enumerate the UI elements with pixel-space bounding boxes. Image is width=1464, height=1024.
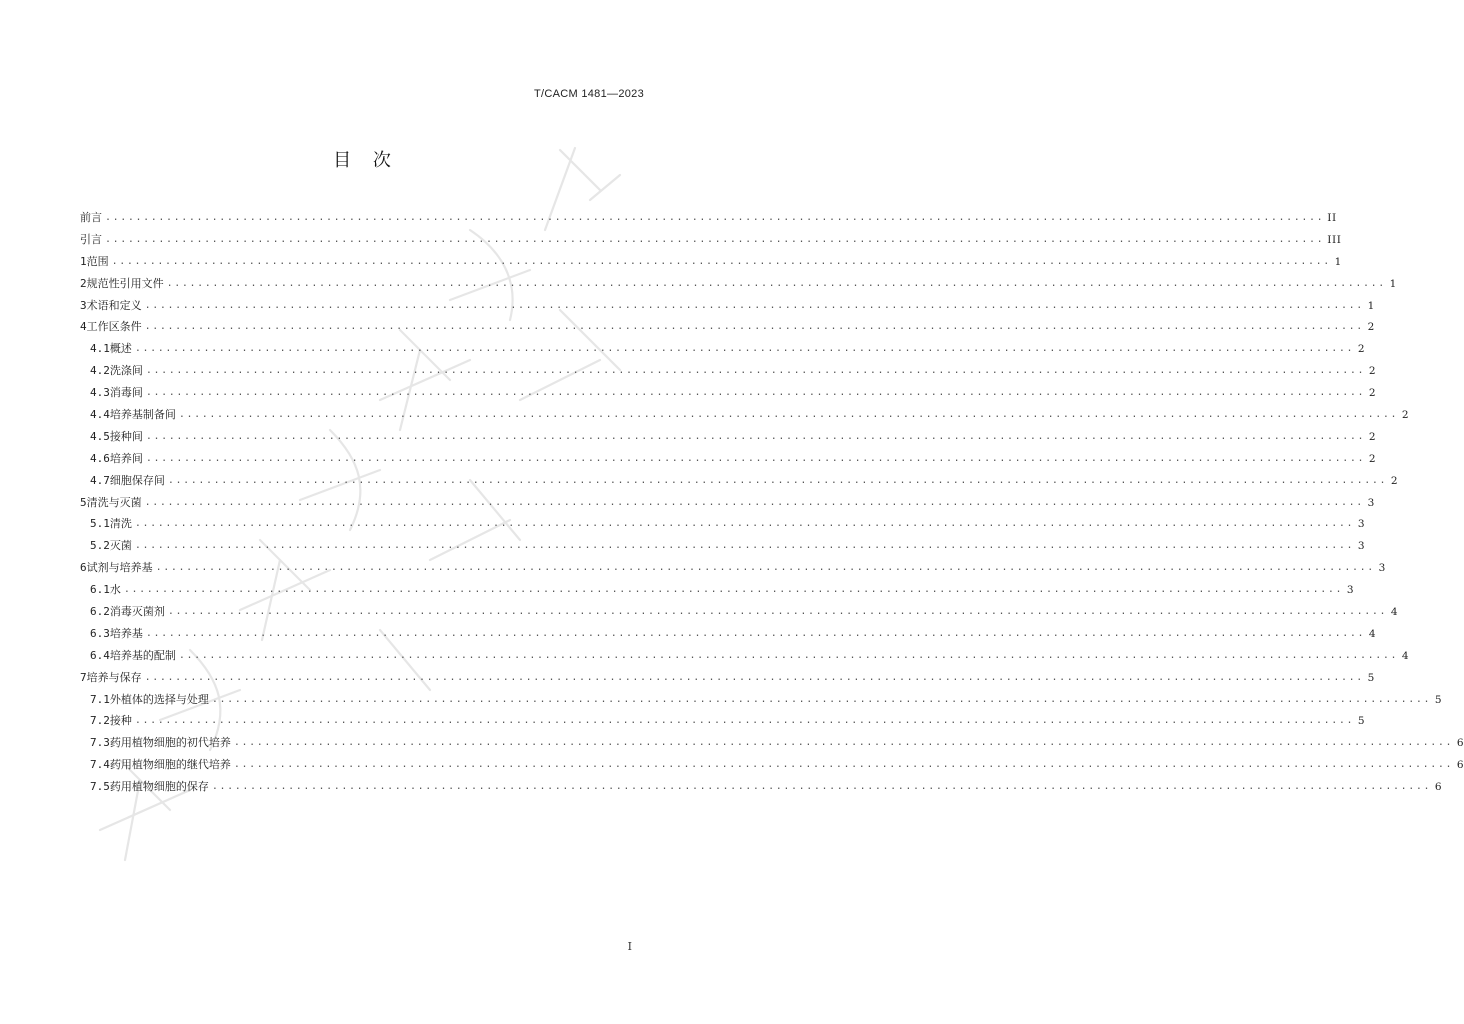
toc-entry-label: 清洗与灭菌: [86, 495, 142, 509]
toc-entry-number: 1: [80, 254, 87, 268]
toc-dot-leader: ................................................................................................................................................................: [105, 233, 1325, 245]
toc-entry-number: 6.1: [90, 583, 110, 597]
toc-entry[interactable]: [80, 689, 1443, 711]
toc-entry-page: 3: [1357, 540, 1366, 553]
toc-entry-number: 2: [80, 276, 87, 290]
toc-entry-page: II: [1327, 211, 1337, 224]
toc-entry[interactable]: [80, 535, 1366, 557]
toc-entry-number: 4: [80, 320, 87, 334]
toc-entry-label: 药用植物细胞的初代培养: [109, 736, 231, 750]
toc-dot-leader: ................................................................................................................................................................: [134, 715, 1355, 727]
toc-entry[interactable]: [80, 645, 1410, 667]
toc-entry-label: 接种间: [109, 429, 143, 443]
toc-entry-label: 接种: [109, 714, 132, 728]
toc-entry[interactable]: [80, 273, 1397, 295]
toc-dot-leader: ................................................................................................................................................................: [105, 211, 1325, 223]
toc-dot-leader: ................................................................................................................................................................: [233, 759, 1454, 771]
toc-dot-leader: ................................................................................................................................................................: [144, 299, 1364, 311]
toc-entry[interactable]: [80, 579, 1355, 601]
toc-dot-leader: ................................................................................................................................................................: [145, 452, 1366, 464]
toc-entry[interactable]: [80, 295, 1375, 317]
toc-dot-leader: ................................................................................................................................................................: [134, 540, 1355, 552]
toc-entry-number: 5.2: [90, 539, 110, 553]
toc-entry-label: 规范性引用文件: [86, 276, 164, 290]
toc-entry-page: 2: [1357, 343, 1366, 356]
toc-entry-number: 7.5: [90, 780, 110, 794]
toc-entry-number: 4.7: [90, 473, 110, 487]
toc-entry-page: 1: [1367, 299, 1375, 312]
toc-entry-page: 5: [1434, 693, 1443, 706]
standard-code: T/CACM 1481—2023: [534, 88, 644, 100]
toc-dot-leader: ................................................................................................................................................................: [166, 277, 1386, 289]
toc-entry-page: 2: [1368, 387, 1377, 400]
toc-entry[interactable]: [80, 667, 1375, 689]
table-of-contents: [80, 207, 1464, 798]
toc-dot-leader: ................................................................................................................................................................: [145, 430, 1366, 442]
toc-entry-number: 6: [80, 561, 87, 575]
toc-entry-page: 2: [1390, 474, 1399, 487]
toc-entry-number: 4.3: [90, 386, 110, 400]
toc-entry-label: 培养基制备间: [109, 407, 176, 421]
toc-entry-page: 4: [1401, 649, 1410, 662]
toc-entry-number: 6.2: [90, 604, 110, 618]
toc-entry-label: 消毒灭菌剂: [109, 604, 165, 618]
toc-entry[interactable]: [80, 426, 1377, 448]
toc-entry[interactable]: [80, 754, 1464, 776]
toc-entry-label: 细胞保存间: [109, 473, 165, 487]
toc-entry-page: 5: [1357, 715, 1366, 728]
toc-entry-label: 范围: [86, 254, 109, 268]
toc-entry-page: 2: [1368, 430, 1377, 443]
toc-dot-leader: ................................................................................................................................................................: [178, 649, 1399, 661]
toc-entry-number: 4.2: [90, 364, 110, 378]
toc-entry-number: 7.1: [90, 692, 110, 706]
toc-dot-leader: ................................................................................................................................................................: [145, 627, 1366, 639]
toc-entry-page: 1: [1389, 277, 1397, 290]
toc-dot-leader: ................................................................................................................................................................: [144, 671, 1364, 683]
toc-entry-label: 药用植物细胞的保存: [109, 780, 209, 794]
toc-entry-page: 4: [1368, 627, 1377, 640]
toc-entry[interactable]: [80, 623, 1377, 645]
toc-entry-label: 清洗: [109, 517, 132, 531]
toc-entry-label: 消毒间: [109, 386, 143, 400]
toc-entry-page: 2: [1367, 321, 1375, 334]
toc-entry-number: 4.1: [90, 342, 110, 356]
toc-entry-label: 培养间: [109, 451, 143, 465]
toc-entry-label: 灭菌: [109, 539, 132, 553]
toc-dot-leader: ................................................................................................................................................................: [123, 584, 1344, 596]
toc-dot-leader: ................................................................................................................................................................: [211, 693, 1432, 705]
toc-entry-page: 2: [1401, 408, 1410, 421]
toc-entry[interactable]: [80, 601, 1399, 623]
toc-entry[interactable]: [80, 207, 1337, 229]
toc-entry[interactable]: [80, 316, 1375, 338]
toc-entry-page: 1: [1334, 255, 1342, 268]
toc-entry-number: 7: [80, 670, 87, 684]
toc-entry-number: 6.3: [90, 626, 110, 640]
toc-dot-leader: ................................................................................................................................................................: [111, 255, 1331, 267]
toc-entry[interactable]: [80, 710, 1366, 732]
toc-entry-page: 6: [1434, 781, 1443, 794]
toc-dot-leader: ................................................................................................................................................................: [134, 343, 1355, 355]
toc-entry[interactable]: [80, 382, 1377, 404]
toc-entry[interactable]: [80, 338, 1366, 360]
page-number: I: [627, 940, 632, 953]
toc-entry-label: 概述: [109, 342, 132, 356]
toc-entry[interactable]: [80, 470, 1399, 492]
toc-entry[interactable]: [80, 251, 1342, 273]
toc-entry-label: 药用植物细胞的继代培养: [109, 758, 231, 772]
toc-entry-label: 引言: [80, 232, 102, 246]
toc-entry-number: 4.5: [90, 429, 110, 443]
toc-entry-page: 3: [1378, 562, 1386, 575]
toc-entry[interactable]: [80, 492, 1375, 514]
toc-entry-page: 3: [1367, 496, 1375, 509]
toc-entry-label: 培养与保存: [86, 670, 142, 684]
toc-dot-leader: ................................................................................................................................................................: [167, 605, 1388, 617]
toc-dot-leader: ................................................................................................................................................................: [145, 365, 1366, 377]
toc-entry[interactable]: [80, 513, 1366, 535]
toc-entry-page: 6: [1456, 737, 1464, 750]
toc-entry-label: 工作区条件: [86, 320, 142, 334]
toc-dot-leader: ................................................................................................................................................................: [144, 496, 1364, 508]
toc-entry-number: 5: [80, 495, 87, 509]
toc-entry[interactable]: [80, 732, 1464, 754]
toc-entry[interactable]: [80, 557, 1386, 579]
toc-title: 目 次: [333, 150, 391, 171]
toc-entry-number: 7.3: [90, 736, 110, 750]
toc-entry-page: 2: [1368, 365, 1377, 378]
toc-entry-label: 培养基的配制: [109, 648, 176, 662]
toc-entry-label: 术语和定义: [86, 298, 142, 312]
toc-entry-page: 3: [1346, 584, 1355, 597]
toc-entry-page: 2: [1368, 452, 1377, 465]
toc-entry[interactable]: [80, 776, 1443, 798]
toc-dot-leader: ................................................................................................................................................................: [178, 408, 1399, 420]
toc-dot-leader: ................................................................................................................................................................: [155, 562, 1375, 574]
toc-entry-number: 4.4: [90, 407, 110, 421]
toc-entry-page: III: [1327, 233, 1342, 246]
toc-entry-label: 培养基: [109, 626, 143, 640]
toc-entry-label: 洗涤间: [109, 364, 143, 378]
toc-entry-number: 6.4: [90, 648, 110, 662]
toc-entry-label: 前言: [80, 210, 102, 224]
toc-entry[interactable]: [80, 360, 1377, 382]
toc-entry-number: 7.4: [90, 758, 110, 772]
toc-entry-page: 5: [1367, 671, 1375, 684]
toc-entry-page: 6: [1456, 759, 1464, 772]
toc-entry-number: 4.6: [90, 451, 110, 465]
toc-entry-label: 试剂与培养基: [86, 561, 153, 575]
toc-dot-leader: ................................................................................................................................................................: [145, 387, 1366, 399]
toc-entry-number: 7.2: [90, 714, 110, 728]
toc-dot-leader: ................................................................................................................................................................: [167, 474, 1388, 486]
toc-entry-label: 外植体的选择与处理: [109, 692, 209, 706]
toc-entry[interactable]: [80, 229, 1342, 251]
toc-dot-leader: ................................................................................................................................................................: [233, 737, 1454, 749]
toc-dot-leader: ................................................................................................................................................................: [211, 781, 1432, 793]
toc-entry[interactable]: [80, 448, 1377, 470]
toc-entry-page: 3: [1357, 518, 1366, 531]
toc-entry-number: 5.1: [90, 517, 110, 531]
toc-entry-number: 3: [80, 298, 87, 312]
toc-dot-leader: ................................................................................................................................................................: [144, 321, 1364, 333]
toc-entry-label: 水: [109, 583, 121, 597]
toc-entry-page: 4: [1390, 605, 1399, 618]
toc-entry[interactable]: [80, 404, 1410, 426]
toc-dot-leader: ................................................................................................................................................................: [134, 518, 1355, 530]
